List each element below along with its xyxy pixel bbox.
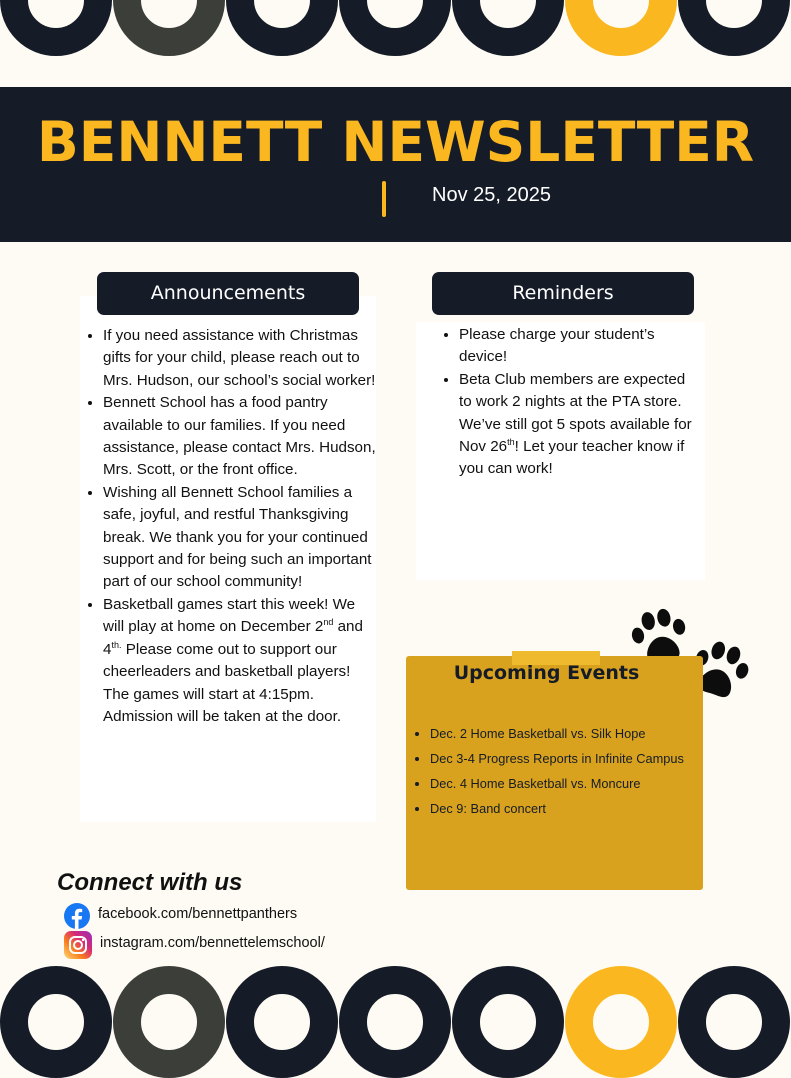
decorative-ring bbox=[0, 966, 112, 1078]
decorative-ring bbox=[113, 966, 225, 1078]
ordinal-suffix: th bbox=[507, 436, 515, 447]
events-heading: Upcoming Events bbox=[453, 662, 640, 684]
decorative-ring bbox=[0, 0, 112, 56]
announcement-text: Basketball games start this week! We will play at home on December 2 bbox=[103, 595, 356, 636]
announcement-text: and 4 bbox=[103, 618, 363, 658]
decorative-ring bbox=[678, 966, 790, 1078]
ordinal-suffix: th. bbox=[111, 639, 122, 650]
decorative-ring bbox=[565, 966, 677, 1078]
decorative-ring bbox=[226, 0, 338, 56]
announcements-heading: Announcements bbox=[97, 272, 359, 315]
reminders-heading: Reminders bbox=[432, 272, 694, 315]
reminder-item: • Please charge your student’s device! bbox=[459, 324, 699, 369]
date-divider bbox=[382, 181, 386, 217]
announcement-item: • Wishing all Bennett School families a safe, joyful, and restful Thanksgiving break. We thank you for your continued support and for being such an important part of our school community! bbox=[103, 482, 377, 594]
event-item: • Dec 3-4 Progress Reports in Infinite Campus bbox=[430, 746, 689, 771]
ordinal-suffix: nd bbox=[323, 617, 334, 628]
newsletter-date: Nov 25, 2025 bbox=[432, 184, 551, 206]
reminder-item bbox=[459, 369, 699, 481]
decorative-ring bbox=[113, 0, 225, 56]
announcement-text: Please come out to support our cheerleaders and basketball players! The games will start at 4:15pm. Admission will be taken at the door. bbox=[103, 640, 351, 725]
announcement-item: • Bennett School has a food pantry available to our families. If you need assistance, please contact Mrs. Hudson, Mrs. Scott, or the front office. bbox=[103, 392, 377, 482]
event-item: • Dec. 2 Home Basketball vs. Silk Hope bbox=[430, 721, 689, 746]
newsletter-title: BENNETT NEWSLETTER bbox=[36, 110, 755, 174]
events-list bbox=[414, 721, 689, 821]
decorative-ring bbox=[226, 966, 338, 1078]
announcement-item: • If you need assistance with Christmas gifts for your child, please reach out to Mrs. Hudson, our school’s social worker! bbox=[103, 325, 377, 392]
decorative-ring bbox=[452, 0, 564, 56]
event-item: • Dec. 4 Home Basketball vs. Moncure bbox=[430, 771, 689, 796]
connect-heading: Connect with us bbox=[57, 869, 243, 896]
facebook-link[interactable]: facebook.com/bennettpanthers bbox=[98, 906, 298, 922]
decorative-ring bbox=[678, 0, 790, 56]
instagram-icon[interactable] bbox=[64, 931, 92, 959]
announcements-list bbox=[81, 325, 377, 728]
decorative-ring bbox=[339, 966, 451, 1078]
decorative-ring bbox=[565, 0, 677, 56]
reminders-list bbox=[437, 324, 699, 481]
decorative-ring bbox=[452, 966, 564, 1078]
announcement-item bbox=[103, 594, 377, 728]
facebook-icon[interactable] bbox=[64, 903, 90, 929]
event-item: • Dec 9: Band concert bbox=[430, 796, 689, 821]
decorative-ring bbox=[339, 0, 451, 56]
instagram-link[interactable]: instagram.com/bennettelemschool/ bbox=[100, 935, 325, 951]
reminder-text: Beta Club members are expected to work 2 nights at the PTA store. We’ve still got 5 spots available for Nov 26 bbox=[459, 370, 692, 456]
reminder-text: ! Let your teacher know if you can work! bbox=[459, 438, 685, 478]
